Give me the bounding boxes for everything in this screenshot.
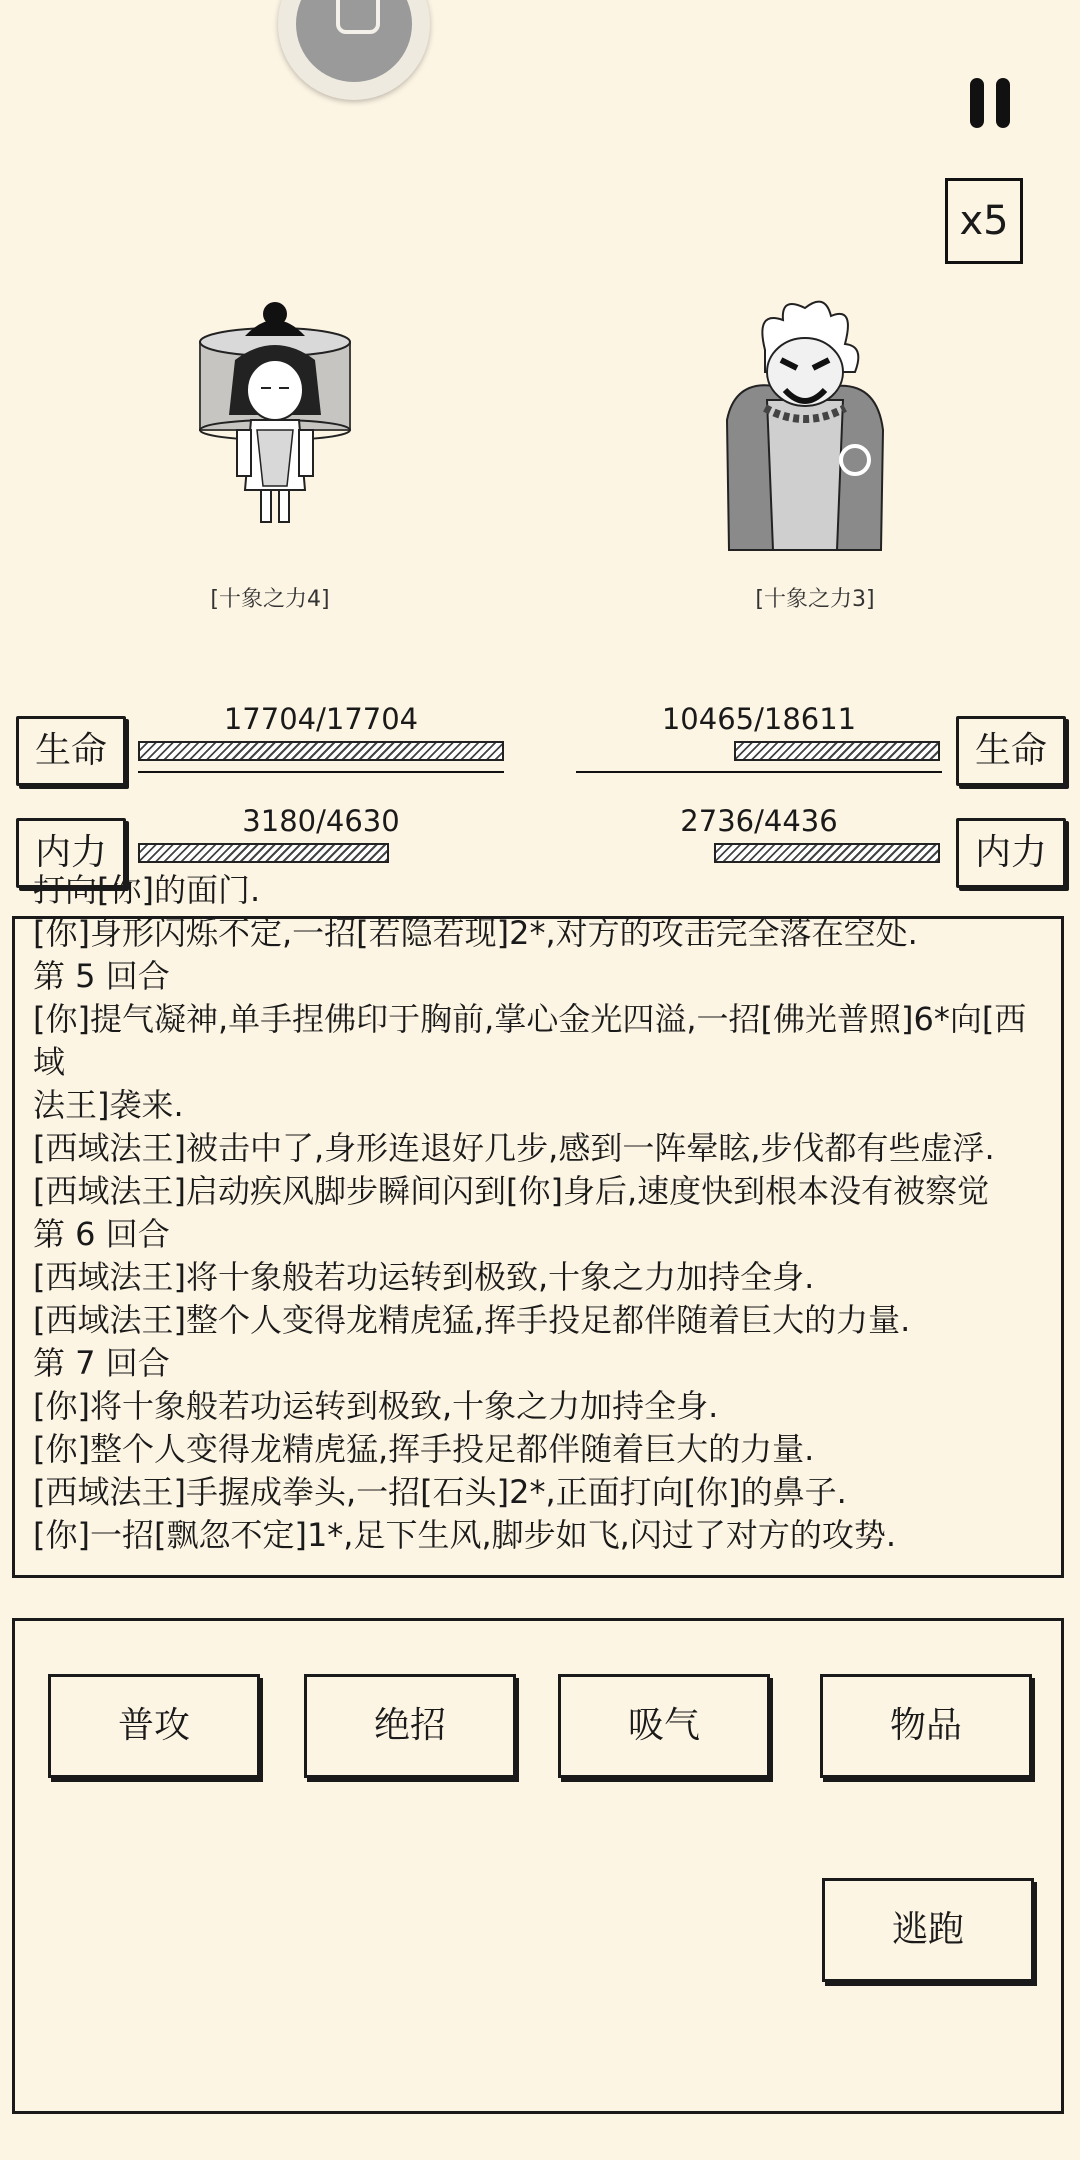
attack-button[interactable]: 普攻 [48,1674,260,1778]
player-character [175,290,375,530]
log-line: 第 7 回合 [33,1344,170,1382]
log-line: [西域法王]整个人变得龙精虎猛,挥手投足都伴随着巨大的力量. [33,1301,911,1339]
battle-log[interactable] [12,871,1064,1578]
log-line: [你]一招[飘忽不定]1*,足下生风,脚步如飞,闪过了对方的攻势. [33,1516,896,1554]
player-mp-label: 内力 [16,818,126,888]
log-line: [你]整个人变得龙精虎猛,挥手投足都伴随着巨大的力量. [33,1430,815,1468]
special-skill-button[interactable]: 绝招 [304,1674,516,1778]
log-line: [西域法王]启动疾风脚步瞬间闪到[你]身后,速度快到根本没有被察觉 [33,1172,990,1210]
log-line: [西域法王]被击中了,身形连退好几步,感到一阵晕眩,步伐都有些虚浮. [33,1129,995,1167]
breathe-button[interactable]: 吸气 [558,1674,770,1778]
player-hp-label: 生命 [16,716,126,786]
player-hp-bar [138,741,504,761]
enemy-mp-value: 2736/4436 [680,804,838,838]
player-status-label: [十象之力4] [210,587,330,612]
player-hp-track [138,771,504,773]
player-mp-value: 3180/4630 [242,804,400,838]
enemy-character [705,290,905,530]
enemy-hp-track [576,771,942,773]
log-line: [你]身形闪烁不定,一招[若隐若现]2*,对方的攻击完全落在空处. [33,914,918,952]
enemy-status-label: [十象之力3] [755,587,875,612]
items-button[interactable]: 物品 [820,1674,1032,1778]
flee-button[interactable]: 逃跑 [822,1878,1034,1982]
pause-icon [970,78,984,128]
log-line: [你]提气凝神,单手捏佛印于胸前,掌心金光四溢,一招[佛光普照]6*向[西域 [33,1000,1027,1081]
log-line: 法王]袭来. [33,1086,184,1124]
battle-log-lines [33,869,1049,1557]
enemy-mp-label: 内力 [956,818,1066,888]
enemy-hp-bar [734,741,940,761]
log-line: 打向[你]的面门. [33,871,261,909]
enemy-hp-value: 10465/18611 [661,702,857,736]
log-line: 第 5 回合 [33,957,170,995]
menu-icon [296,0,412,82]
enemy-mp-bar [714,843,940,863]
speed-button[interactable]: x5 [945,178,1023,264]
player-mp-bar [138,843,389,863]
log-line: [西域法王]将十象般若功运转到极致,十象之力加持全身. [33,1258,815,1296]
pause-button[interactable] [966,78,1014,128]
log-line: [西域法王]手握成拳头,一招[石头]2*,正面打向[你]的鼻子. [33,1473,847,1511]
player-hp-value: 17704/17704 [223,702,419,736]
enemy-hp-label: 生命 [956,716,1066,786]
floating-menu-button[interactable] [278,0,430,100]
log-line: [你]将十象般若功运转到极致,十象之力加持全身. [33,1387,719,1425]
log-line: 第 6 回合 [33,1215,170,1253]
